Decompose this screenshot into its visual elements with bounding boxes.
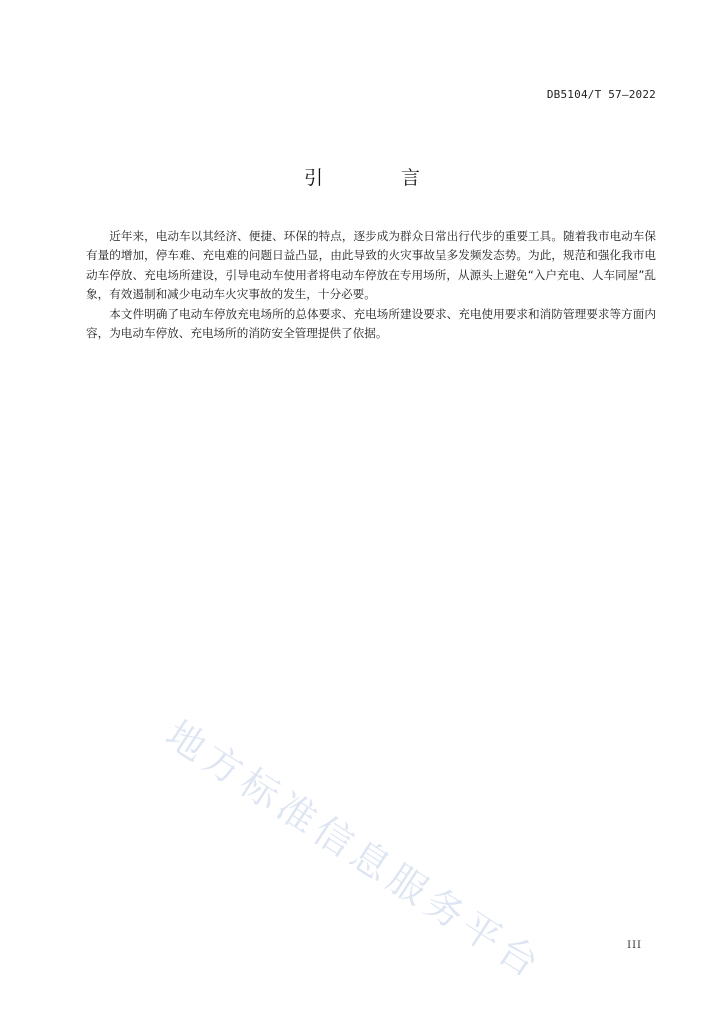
page-number: III [627, 940, 642, 951]
document-code: DB5104/T 57—2022 [546, 88, 656, 101]
page-title: 引 言 [303, 167, 457, 189]
watermark: 地方标准信息服务平台 [158, 711, 552, 989]
paragraph: 近年来，电动车以其经济、便捷、环保的特点，逐步成为群众日常出行代步的重要工具。随着我市电动车保有量的增加，停车难、充电难的问题日益凸显，由此导致的火灾事故呈多发频发态势。为此，规范和强化我市电动车停放、充电场所建设，引导电动车使用者将电动车停放在专用场所，从源头上避免“入户充电、人车同屋”乱象，有效遏制和减少电动车火灾事故的发生，十分必要。 [86, 229, 656, 302]
body-text [86, 227, 656, 343]
paragraph: 本文件明确了电动车停放充电场所的总体要求、充电场所建设要求、充电使用要求和消防管理要求等方面内容，为电动车停放、充电场所的消防安全管理提供了依据。 [86, 306, 656, 341]
